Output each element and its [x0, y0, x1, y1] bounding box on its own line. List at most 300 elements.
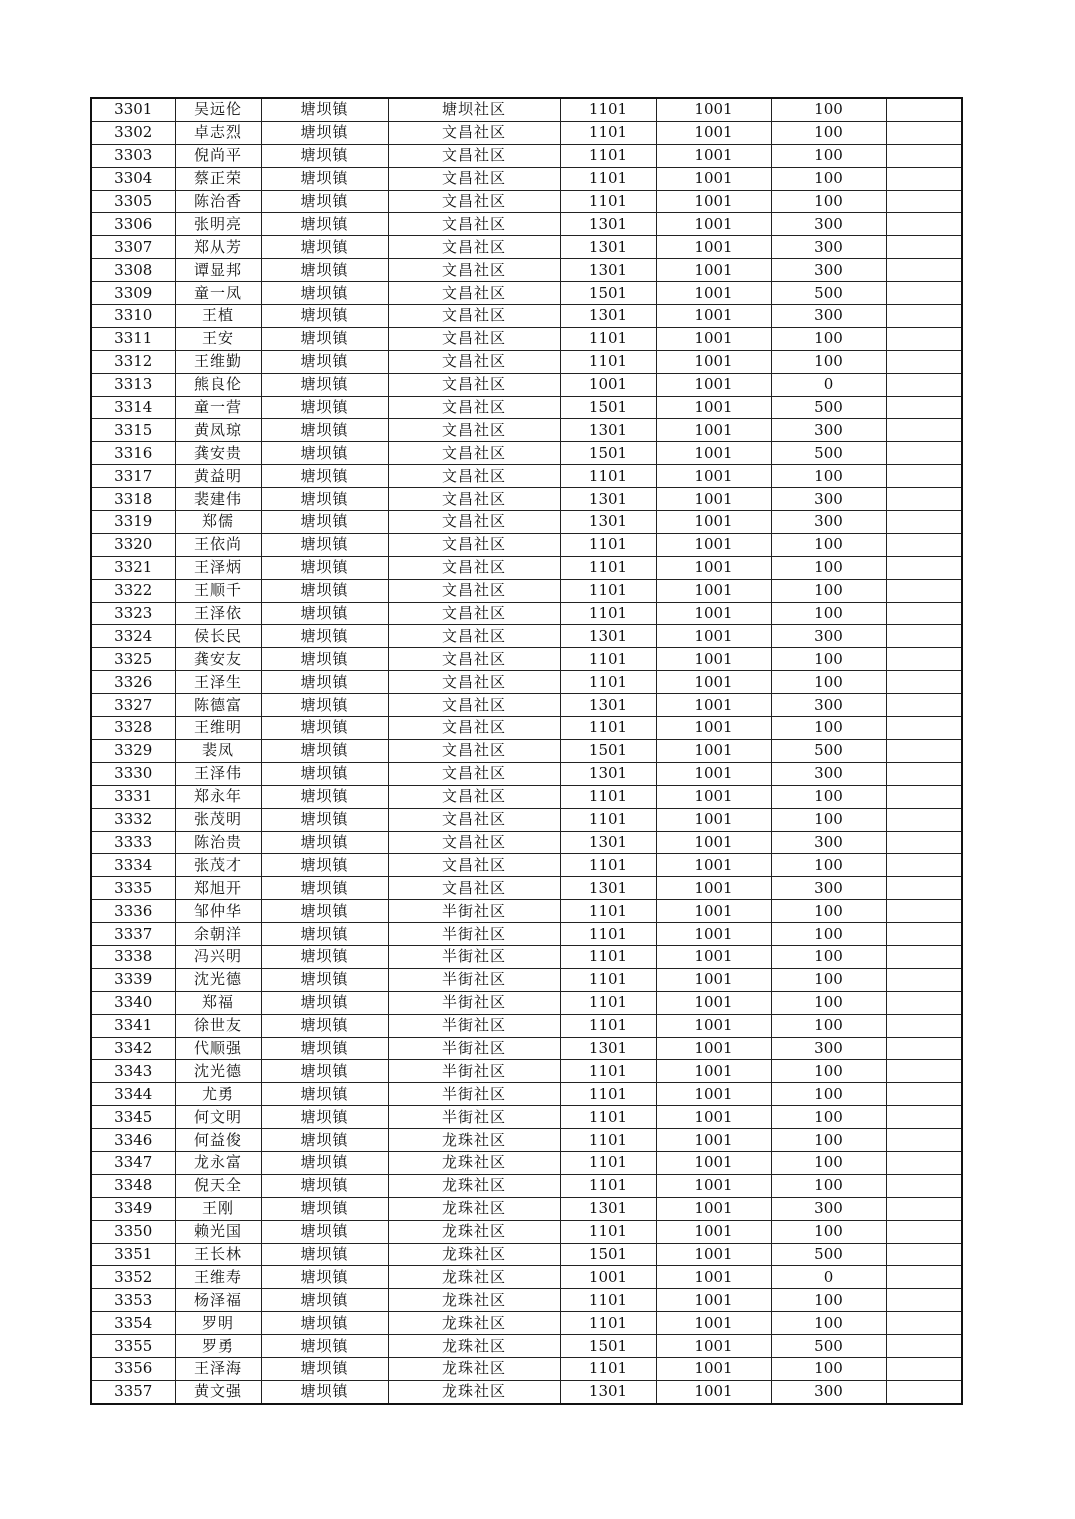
amount-cell: 100	[771, 327, 886, 350]
table-row	[91, 1037, 962, 1060]
code-a-cell: 1001	[560, 1266, 656, 1289]
town-cell: 塘坝镇	[261, 671, 388, 694]
table-row	[91, 98, 962, 121]
amount-cell: 100	[771, 1106, 886, 1129]
table-body	[91, 98, 962, 1404]
table-row	[91, 1174, 962, 1197]
code-b-cell: 1001	[656, 625, 771, 648]
table-row	[91, 671, 962, 694]
table-row	[91, 1060, 962, 1083]
row-number-cell: 3327	[91, 694, 175, 717]
town-cell: 塘坝镇	[261, 968, 388, 991]
code-a-cell: 1101	[560, 350, 656, 373]
table-row	[91, 350, 962, 373]
code-a-cell: 1101	[560, 1014, 656, 1037]
table-row	[91, 1129, 962, 1152]
community-cell: 龙珠社区	[388, 1151, 560, 1174]
code-b-cell: 1001	[656, 923, 771, 946]
row-number-cell: 3347	[91, 1151, 175, 1174]
table-row	[91, 1197, 962, 1220]
code-a-cell: 1301	[560, 1037, 656, 1060]
row-number-cell: 3337	[91, 923, 175, 946]
code-a-cell: 1301	[560, 213, 656, 236]
code-a-cell: 1101	[560, 1312, 656, 1335]
table-row	[91, 442, 962, 465]
code-a-cell: 1301	[560, 694, 656, 717]
code-a-cell: 1101	[560, 1083, 656, 1106]
amount-cell: 100	[771, 1220, 886, 1243]
amount-cell: 100	[771, 98, 886, 121]
community-cell: 半街社区	[388, 991, 560, 1014]
remark-cell	[886, 877, 962, 900]
code-a-cell: 1301	[560, 762, 656, 785]
name-cell: 王安	[175, 327, 261, 350]
row-number-cell: 3339	[91, 968, 175, 991]
row-number-cell: 3313	[91, 373, 175, 396]
remark-cell	[886, 213, 962, 236]
code-a-cell: 1101	[560, 1357, 656, 1380]
code-b-cell: 1001	[656, 1289, 771, 1312]
code-b-cell: 1001	[656, 1083, 771, 1106]
name-cell: 黄文强	[175, 1380, 261, 1403]
name-cell: 郑儒	[175, 511, 261, 534]
code-a-cell: 1101	[560, 327, 656, 350]
amount-cell: 100	[771, 350, 886, 373]
name-cell: 王泽炳	[175, 556, 261, 579]
table-row	[91, 923, 962, 946]
community-cell: 半街社区	[388, 1060, 560, 1083]
row-number-cell: 3343	[91, 1060, 175, 1083]
community-cell: 文昌社区	[388, 144, 560, 167]
name-cell: 何益俊	[175, 1129, 261, 1152]
table-row	[91, 1266, 962, 1289]
name-cell: 黄益明	[175, 465, 261, 488]
code-b-cell: 1001	[656, 1312, 771, 1335]
code-a-cell: 1301	[560, 488, 656, 511]
town-cell: 塘坝镇	[261, 1220, 388, 1243]
name-cell: 黄凤琼	[175, 419, 261, 442]
remark-cell	[886, 396, 962, 419]
town-cell: 塘坝镇	[261, 1312, 388, 1335]
code-a-cell: 1301	[560, 419, 656, 442]
remark-cell	[886, 1197, 962, 1220]
name-cell: 倪天全	[175, 1174, 261, 1197]
remark-cell	[886, 98, 962, 121]
community-cell: 龙珠社区	[388, 1335, 560, 1358]
table-row	[91, 694, 962, 717]
table-row	[91, 648, 962, 671]
code-b-cell: 1001	[656, 945, 771, 968]
remark-cell	[886, 1357, 962, 1380]
town-cell: 塘坝镇	[261, 625, 388, 648]
amount-cell: 100	[771, 854, 886, 877]
community-cell: 文昌社区	[388, 602, 560, 625]
community-cell: 文昌社区	[388, 694, 560, 717]
amount-cell: 100	[771, 1357, 886, 1380]
town-cell: 塘坝镇	[261, 213, 388, 236]
name-cell: 郑福	[175, 991, 261, 1014]
code-a-cell: 1101	[560, 671, 656, 694]
table-row	[91, 144, 962, 167]
row-number-cell: 3342	[91, 1037, 175, 1060]
row-number-cell: 3322	[91, 579, 175, 602]
table-row	[91, 419, 962, 442]
code-a-cell: 1101	[560, 144, 656, 167]
code-b-cell: 1001	[656, 1380, 771, 1403]
town-cell: 塘坝镇	[261, 785, 388, 808]
town-cell: 塘坝镇	[261, 1129, 388, 1152]
code-a-cell: 1101	[560, 98, 656, 121]
code-a-cell: 1101	[560, 808, 656, 831]
community-cell: 文昌社区	[388, 556, 560, 579]
remark-cell	[886, 945, 962, 968]
code-b-cell: 1001	[656, 511, 771, 534]
town-cell: 塘坝镇	[261, 1014, 388, 1037]
amount-cell: 100	[771, 167, 886, 190]
amount-cell: 0	[771, 1266, 886, 1289]
town-cell: 塘坝镇	[261, 991, 388, 1014]
code-a-cell: 1301	[560, 236, 656, 259]
code-a-cell: 1101	[560, 1151, 656, 1174]
amount-cell: 300	[771, 511, 886, 534]
town-cell: 塘坝镇	[261, 1060, 388, 1083]
row-number-cell: 3330	[91, 762, 175, 785]
town-cell: 塘坝镇	[261, 923, 388, 946]
amount-cell: 100	[771, 945, 886, 968]
table-row	[91, 1083, 962, 1106]
name-cell: 邹仲华	[175, 900, 261, 923]
code-a-cell: 1101	[560, 923, 656, 946]
table-row	[91, 1243, 962, 1266]
code-b-cell: 1001	[656, 1014, 771, 1037]
town-cell: 塘坝镇	[261, 419, 388, 442]
amount-cell: 500	[771, 1335, 886, 1358]
code-b-cell: 1001	[656, 1197, 771, 1220]
community-cell: 龙珠社区	[388, 1357, 560, 1380]
amount-cell: 100	[771, 808, 886, 831]
code-b-cell: 1001	[656, 488, 771, 511]
code-b-cell: 1001	[656, 1357, 771, 1380]
name-cell: 王维明	[175, 717, 261, 740]
community-cell: 龙珠社区	[388, 1380, 560, 1403]
row-number-cell: 3345	[91, 1106, 175, 1129]
code-b-cell: 1001	[656, 1243, 771, 1266]
community-cell: 文昌社区	[388, 259, 560, 282]
town-cell: 塘坝镇	[261, 144, 388, 167]
code-b-cell: 1001	[656, 327, 771, 350]
table-row	[91, 968, 962, 991]
name-cell: 裴建伟	[175, 488, 261, 511]
code-a-cell: 1301	[560, 305, 656, 328]
remark-cell	[886, 1266, 962, 1289]
code-a-cell: 1101	[560, 717, 656, 740]
amount-cell: 300	[771, 305, 886, 328]
amount-cell: 300	[771, 259, 886, 282]
row-number-cell: 3308	[91, 259, 175, 282]
community-cell: 文昌社区	[388, 305, 560, 328]
name-cell: 郑永年	[175, 785, 261, 808]
row-number-cell: 3328	[91, 717, 175, 740]
name-cell: 王泽海	[175, 1357, 261, 1380]
remark-cell	[886, 762, 962, 785]
remark-cell	[886, 167, 962, 190]
code-b-cell: 1001	[656, 831, 771, 854]
code-b-cell: 1001	[656, 900, 771, 923]
community-cell: 文昌社区	[388, 854, 560, 877]
remark-cell	[886, 465, 962, 488]
table-row	[91, 1335, 962, 1358]
code-a-cell: 1101	[560, 1060, 656, 1083]
name-cell: 谭显邦	[175, 259, 261, 282]
name-cell: 王泽伟	[175, 762, 261, 785]
town-cell: 塘坝镇	[261, 556, 388, 579]
code-b-cell: 1001	[656, 1220, 771, 1243]
amount-cell: 300	[771, 625, 886, 648]
remark-cell	[886, 785, 962, 808]
name-cell: 蔡正荣	[175, 167, 261, 190]
remark-cell	[886, 1151, 962, 1174]
community-cell: 文昌社区	[388, 831, 560, 854]
code-b-cell: 1001	[656, 396, 771, 419]
community-cell: 龙珠社区	[388, 1289, 560, 1312]
code-b-cell: 1001	[656, 144, 771, 167]
name-cell: 吴远伦	[175, 98, 261, 121]
code-b-cell: 1001	[656, 373, 771, 396]
code-b-cell: 1001	[656, 1174, 771, 1197]
table-row	[91, 739, 962, 762]
community-cell: 龙珠社区	[388, 1243, 560, 1266]
community-cell: 龙珠社区	[388, 1312, 560, 1335]
row-number-cell: 3341	[91, 1014, 175, 1037]
row-number-cell: 3354	[91, 1312, 175, 1335]
remark-cell	[886, 1014, 962, 1037]
remark-cell	[886, 1083, 962, 1106]
table-row	[91, 1289, 962, 1312]
community-cell: 半街社区	[388, 900, 560, 923]
code-a-cell: 1101	[560, 602, 656, 625]
table-row	[91, 762, 962, 785]
remark-cell	[886, 1312, 962, 1335]
community-cell: 文昌社区	[388, 350, 560, 373]
town-cell: 塘坝镇	[261, 121, 388, 144]
code-b-cell: 1001	[656, 1129, 771, 1152]
row-number-cell: 3305	[91, 190, 175, 213]
code-b-cell: 1001	[656, 556, 771, 579]
name-cell: 尤勇	[175, 1083, 261, 1106]
community-cell: 半街社区	[388, 968, 560, 991]
name-cell: 罗明	[175, 1312, 261, 1335]
amount-cell: 100	[771, 533, 886, 556]
community-cell: 文昌社区	[388, 717, 560, 740]
name-cell: 裴凤	[175, 739, 261, 762]
table-row	[91, 1014, 962, 1037]
community-cell: 龙珠社区	[388, 1129, 560, 1152]
row-number-cell: 3310	[91, 305, 175, 328]
community-cell: 龙珠社区	[388, 1197, 560, 1220]
name-cell: 张明亮	[175, 213, 261, 236]
remark-cell	[886, 602, 962, 625]
amount-cell: 100	[771, 991, 886, 1014]
remark-cell	[886, 1335, 962, 1358]
code-b-cell: 1001	[656, 602, 771, 625]
code-b-cell: 1001	[656, 762, 771, 785]
town-cell: 塘坝镇	[261, 602, 388, 625]
amount-cell: 100	[771, 671, 886, 694]
amount-cell: 500	[771, 396, 886, 419]
row-number-cell: 3355	[91, 1335, 175, 1358]
table-row	[91, 236, 962, 259]
row-number-cell: 3348	[91, 1174, 175, 1197]
remark-cell	[886, 1289, 962, 1312]
town-cell: 塘坝镇	[261, 442, 388, 465]
row-number-cell: 3318	[91, 488, 175, 511]
code-b-cell: 1001	[656, 671, 771, 694]
town-cell: 塘坝镇	[261, 694, 388, 717]
town-cell: 塘坝镇	[261, 1197, 388, 1220]
amount-cell: 100	[771, 602, 886, 625]
row-number-cell: 3344	[91, 1083, 175, 1106]
town-cell: 塘坝镇	[261, 762, 388, 785]
table-row	[91, 579, 962, 602]
town-cell: 塘坝镇	[261, 488, 388, 511]
table-row	[91, 831, 962, 854]
code-a-cell: 1101	[560, 854, 656, 877]
town-cell: 塘坝镇	[261, 259, 388, 282]
town-cell: 塘坝镇	[261, 236, 388, 259]
community-cell: 文昌社区	[388, 579, 560, 602]
table-row	[91, 213, 962, 236]
data-table	[90, 97, 963, 1405]
row-number-cell: 3316	[91, 442, 175, 465]
code-b-cell: 1001	[656, 648, 771, 671]
remark-cell	[886, 671, 962, 694]
remark-cell	[886, 259, 962, 282]
row-number-cell: 3349	[91, 1197, 175, 1220]
row-number-cell: 3340	[91, 991, 175, 1014]
community-cell: 文昌社区	[388, 762, 560, 785]
code-b-cell: 1001	[656, 1151, 771, 1174]
name-cell: 王植	[175, 305, 261, 328]
community-cell: 文昌社区	[388, 282, 560, 305]
community-cell: 文昌社区	[388, 213, 560, 236]
code-a-cell: 1101	[560, 579, 656, 602]
name-cell: 徐世友	[175, 1014, 261, 1037]
code-a-cell: 1101	[560, 1106, 656, 1129]
community-cell: 半街社区	[388, 1037, 560, 1060]
community-cell: 文昌社区	[388, 396, 560, 419]
row-number-cell: 3304	[91, 167, 175, 190]
row-number-cell: 3317	[91, 465, 175, 488]
table-row	[91, 785, 962, 808]
remark-cell	[886, 1129, 962, 1152]
community-cell: 文昌社区	[388, 442, 560, 465]
name-cell: 王刚	[175, 1197, 261, 1220]
table-row	[91, 327, 962, 350]
town-cell: 塘坝镇	[261, 877, 388, 900]
name-cell: 杨泽福	[175, 1289, 261, 1312]
name-cell: 余朝洋	[175, 923, 261, 946]
code-a-cell: 1101	[560, 167, 656, 190]
community-cell: 塘坝社区	[388, 98, 560, 121]
town-cell: 塘坝镇	[261, 945, 388, 968]
code-a-cell: 1101	[560, 1289, 656, 1312]
row-number-cell: 3319	[91, 511, 175, 534]
code-b-cell: 1001	[656, 1335, 771, 1358]
amount-cell: 100	[771, 579, 886, 602]
row-number-cell: 3303	[91, 144, 175, 167]
table-row	[91, 602, 962, 625]
remark-cell	[886, 419, 962, 442]
remark-cell	[886, 923, 962, 946]
remark-cell	[886, 373, 962, 396]
remark-cell	[886, 739, 962, 762]
amount-cell: 100	[771, 1312, 886, 1335]
table-row	[91, 877, 962, 900]
community-cell: 文昌社区	[388, 808, 560, 831]
remark-cell	[886, 350, 962, 373]
code-a-cell: 1501	[560, 1335, 656, 1358]
remark-cell	[886, 1243, 962, 1266]
name-cell: 沈光德	[175, 968, 261, 991]
row-number-cell: 3338	[91, 945, 175, 968]
community-cell: 文昌社区	[388, 121, 560, 144]
row-number-cell: 3326	[91, 671, 175, 694]
code-b-cell: 1001	[656, 305, 771, 328]
amount-cell: 100	[771, 923, 886, 946]
amount-cell: 100	[771, 190, 886, 213]
row-number-cell: 3356	[91, 1357, 175, 1380]
town-cell: 塘坝镇	[261, 808, 388, 831]
code-a-cell: 1101	[560, 556, 656, 579]
code-b-cell: 1001	[656, 717, 771, 740]
table-row	[91, 1106, 962, 1129]
row-number-cell: 3335	[91, 877, 175, 900]
row-number-cell: 3302	[91, 121, 175, 144]
code-b-cell: 1001	[656, 350, 771, 373]
table-row	[91, 717, 962, 740]
community-cell: 半街社区	[388, 1083, 560, 1106]
amount-cell: 100	[771, 1060, 886, 1083]
code-b-cell: 1001	[656, 167, 771, 190]
row-number-cell: 3301	[91, 98, 175, 121]
community-cell: 半街社区	[388, 945, 560, 968]
community-cell: 半街社区	[388, 1106, 560, 1129]
amount-cell: 500	[771, 282, 886, 305]
code-a-cell: 1101	[560, 945, 656, 968]
name-cell: 沈光德	[175, 1060, 261, 1083]
row-number-cell: 3331	[91, 785, 175, 808]
row-number-cell: 3312	[91, 350, 175, 373]
remark-cell	[886, 556, 962, 579]
community-cell: 文昌社区	[388, 419, 560, 442]
table-row	[91, 121, 962, 144]
amount-cell: 300	[771, 762, 886, 785]
name-cell: 龙永富	[175, 1151, 261, 1174]
table-row	[91, 259, 962, 282]
remark-cell	[886, 190, 962, 213]
town-cell: 塘坝镇	[261, 1380, 388, 1403]
row-number-cell: 3320	[91, 533, 175, 556]
name-cell: 王维寿	[175, 1266, 261, 1289]
amount-cell: 100	[771, 1083, 886, 1106]
table-row	[91, 373, 962, 396]
community-cell: 文昌社区	[388, 327, 560, 350]
table-row	[91, 190, 962, 213]
code-b-cell: 1001	[656, 98, 771, 121]
code-a-cell: 1501	[560, 396, 656, 419]
row-number-cell: 3357	[91, 1380, 175, 1403]
remark-cell	[886, 511, 962, 534]
